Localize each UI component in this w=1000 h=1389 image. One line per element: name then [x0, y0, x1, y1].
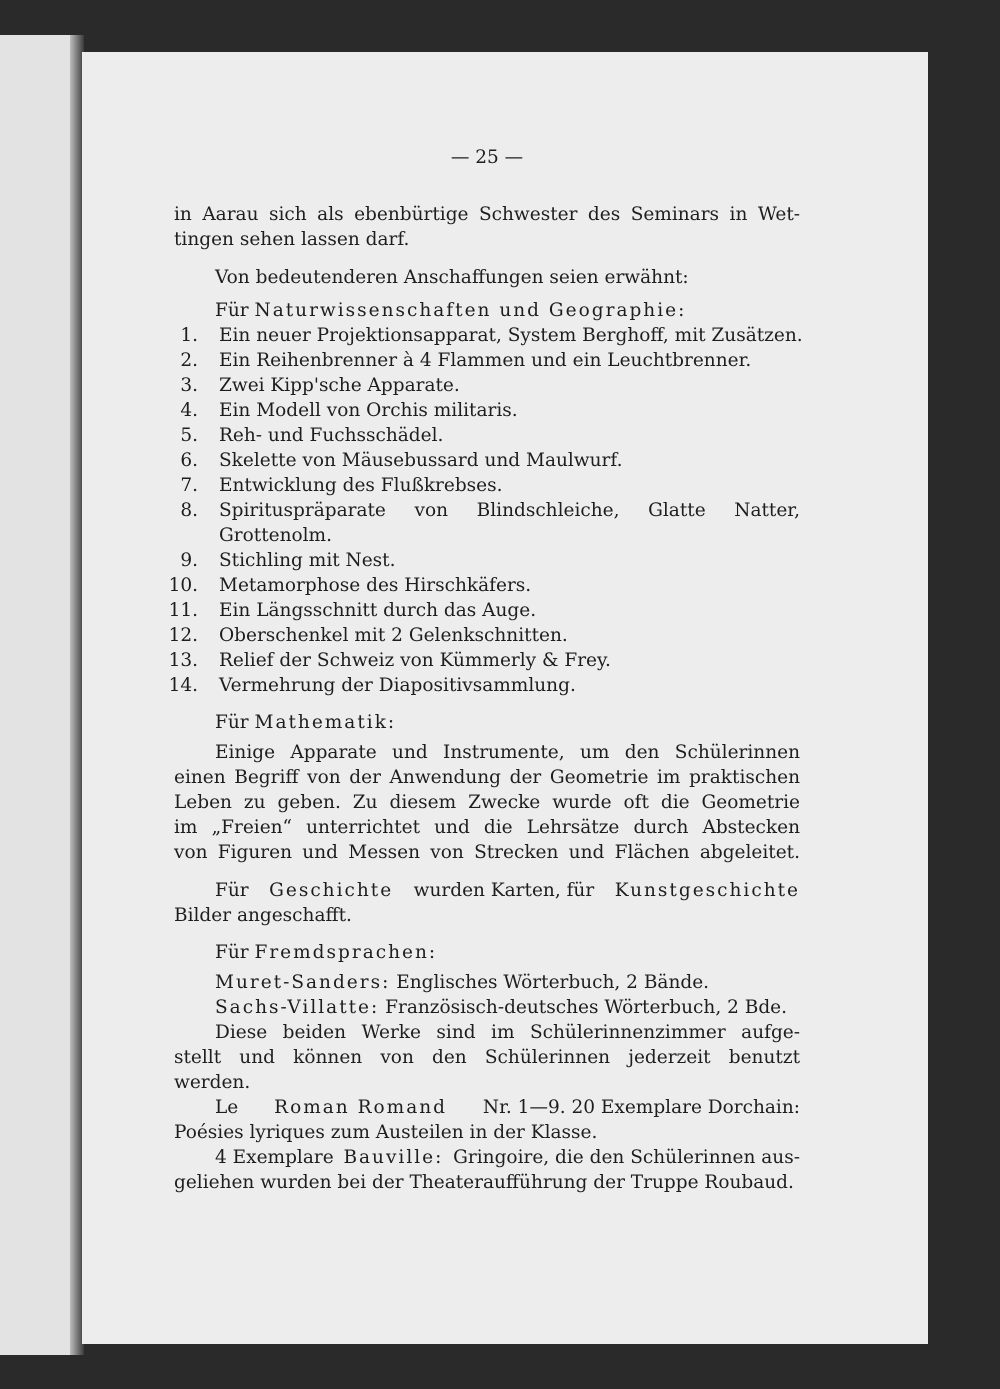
- item-number: 11.: [168, 600, 198, 621]
- note-line-2: stellt und können von den Schülerinnen jederzeit benutzt: [174, 1047, 800, 1068]
- note-line-1: Diese beiden Werke sind im Schülerinnenzimmer aufge-: [215, 1022, 800, 1043]
- item-text: Relief der Schweiz von Kümmerly & Frey.: [219, 650, 611, 671]
- math-heading-term: Mathematik:: [254, 712, 397, 733]
- item-number: 6.: [180, 450, 198, 471]
- languages-heading: [215, 941, 841, 965]
- roman-line-2: Poésies lyriques zum Austeilen in der Klasse.: [174, 1122, 598, 1143]
- languages-heading-term: Fremdsprachen:: [254, 942, 438, 963]
- item-number: 10.: [168, 575, 198, 596]
- item-number: 1.: [180, 325, 198, 346]
- bauville-line-1: [215, 1146, 800, 1170]
- history-line-1: [215, 879, 800, 903]
- item-number: 12.: [168, 625, 198, 646]
- history-prefix: Für: [215, 880, 249, 901]
- science-heading: [215, 299, 841, 323]
- math-heading-prefix: Für: [215, 712, 249, 733]
- item-text: Entwicklung des Flußkrebses.: [219, 475, 503, 496]
- roman-prefix: Le: [215, 1097, 239, 1118]
- bauville-prefix: 4 Exemplare: [215, 1147, 334, 1168]
- item-text: Spirituspräparate von Blindschleiche, Glatte Natter,: [219, 500, 800, 521]
- entry-rest: Französisch-deutsches Wörterbuch, 2 Bde.: [385, 997, 787, 1018]
- math-line-1: Einige Apparate und Instrumente, um den Schülerinnen: [215, 742, 800, 763]
- acquisitions-intro: Von bedeutenderen Anschaffungen seien erwähnt:: [215, 267, 689, 288]
- item-text: Grottenolm.: [219, 525, 332, 546]
- bauville-rest: Gringoire, die den Schülerinnen aus-: [453, 1147, 800, 1168]
- science-heading-term: Naturwissenschaften und Geographie:: [254, 300, 687, 321]
- item-number: 8.: [180, 500, 198, 521]
- item-text: Ein Reihenbrenner à 4 Flammen und ein Leuchtbrenner.: [219, 350, 752, 371]
- item-text: Oberschenkel mit 2 Gelenkschnitten.: [219, 625, 568, 646]
- item-number: 5.: [180, 425, 198, 446]
- item-number: 3.: [180, 375, 198, 396]
- note-line-3: werden.: [174, 1072, 251, 1093]
- entry-term: Sachs-Villatte:: [215, 997, 380, 1018]
- dictionary-entry-2: [215, 996, 841, 1020]
- history-middle: wurden Karten, für: [413, 880, 595, 901]
- math-line-3: Leben zu geben. Zu diesem Zwecke wurde oft die Geometrie: [174, 792, 800, 813]
- item-text: Ein Modell von Orchis militaris.: [219, 400, 518, 421]
- item-text: Ein Längsschnitt durch das Auge.: [219, 600, 537, 621]
- item-text: Metamorphose des Hirschkäfers.: [219, 575, 532, 596]
- item-number: 9.: [180, 550, 198, 571]
- item-number: 14.: [168, 675, 198, 696]
- item-number: 7.: [180, 475, 198, 496]
- item-text: Zwei Kipp'sche Apparate.: [219, 375, 460, 396]
- science-heading-prefix: Für: [215, 300, 249, 321]
- math-line-5: von Figuren und Messen von Strecken und Flächen abgeleitet.: [174, 842, 800, 863]
- roman-term: Roman Romand: [274, 1097, 447, 1118]
- roman-line-1: [215, 1096, 800, 1120]
- history-line-2: Bilder angeschafft.: [174, 905, 352, 926]
- item-number: 2.: [180, 350, 198, 371]
- intro-line-1: in Aarau sich als ebenbürtige Schwester des Seminars in Wet-: [174, 204, 800, 225]
- item-number: 13.: [168, 650, 198, 671]
- item-text: Stichling mit Nest.: [219, 550, 396, 571]
- item-text: Skelette von Mäusebussard und Maulwurf.: [219, 450, 623, 471]
- intro-line-2: tingen sehen lassen darf.: [174, 229, 410, 250]
- entry-rest: Englisches Wörterbuch, 2 Bände.: [396, 972, 710, 993]
- history-term: Geschichte: [269, 880, 394, 901]
- item-text: Vermehrung der Diapositivsammlung.: [219, 675, 576, 696]
- math-line-2: einen Begriff von der Anwendung der Geometrie im praktischen: [174, 767, 800, 788]
- item-text: Reh- und Fuchsschädel.: [219, 425, 444, 446]
- roman-rest: Nr. 1—9. 20 Exemplare Dorchain:: [482, 1097, 800, 1118]
- bauville-term: Bauville:: [343, 1147, 444, 1168]
- math-heading: [215, 711, 841, 735]
- item-text: Ein neuer Projektionsapparat, System Berghoff, mit Zusätzen.: [219, 325, 803, 346]
- item-number: 4.: [180, 400, 198, 421]
- page-number: — 25 —: [450, 147, 524, 168]
- bauville-line-2: geliehen wurden bei der Theateraufführung der Truppe Roubaud.: [174, 1172, 794, 1193]
- languages-heading-prefix: Für: [215, 942, 249, 963]
- entry-term: Muret-Sanders:: [215, 972, 391, 993]
- dictionary-entry-1: [215, 971, 841, 995]
- math-line-4: im „Freien“ unterrichtet und die Lehrsätze durch Abstecken: [174, 817, 800, 838]
- art-history-term: Kunstgeschichte: [614, 880, 800, 901]
- book-page: [82, 52, 928, 1344]
